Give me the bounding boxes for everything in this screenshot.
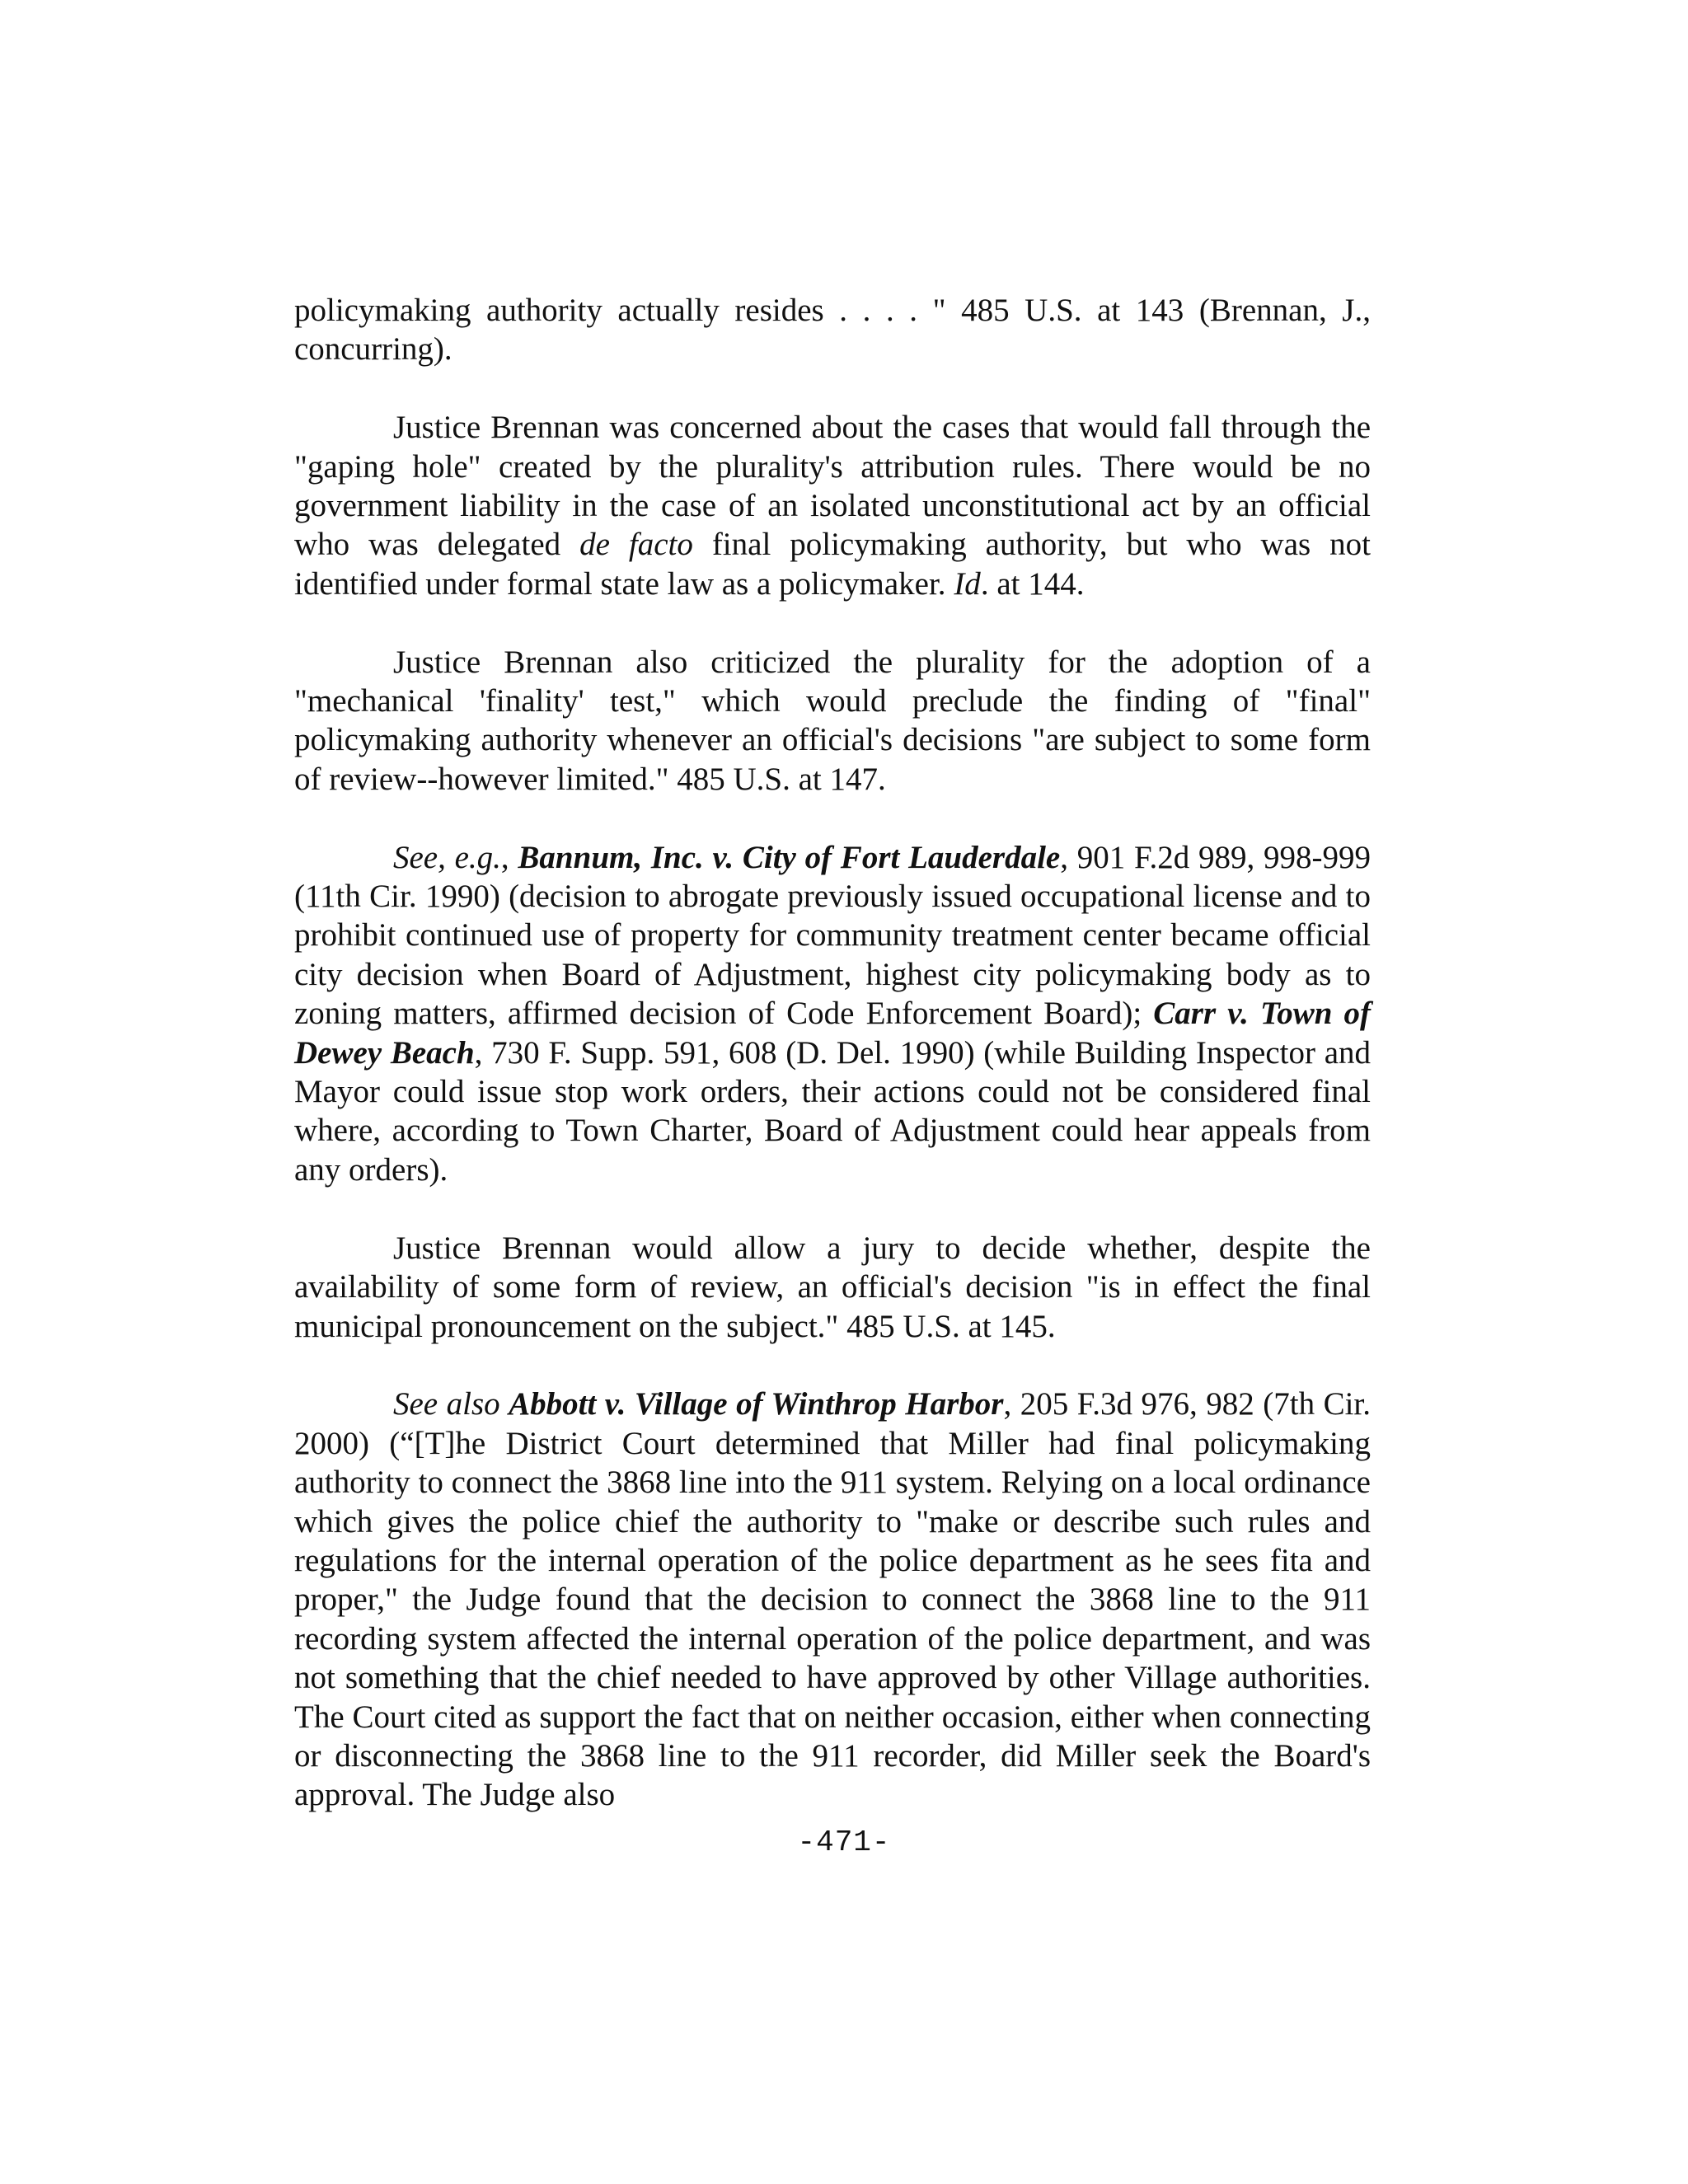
paragraph-4 [294, 838, 1371, 1190]
text-run: . at 144. [980, 565, 1085, 602]
italic-citation-signal: See, e.g. [393, 839, 501, 875]
case-name: Abbott v. Village of Winthrop Harbor [509, 1386, 1004, 1422]
text-run: Justice Brennan was concerned about the cases that would fall through the "gaping hole" created by the plurality's attribution rules. There would be no government liability in the case of an isolated unconstitutional act by an official who was delegated [294, 410, 1371, 563]
paragraph-6 [294, 1385, 1371, 1814]
italic-term: de facto [579, 527, 693, 563]
paragraph-2 [294, 408, 1371, 603]
italic-citation-signal: See also [393, 1386, 509, 1422]
paragraph-3 [294, 643, 1371, 799]
paragraph-1 [294, 291, 1371, 369]
text-run: final policymaking authority, but who was not identified under formal state law as a policymaker. [294, 527, 1371, 602]
page-body [294, 291, 1371, 1854]
text-run: , 730 F. Supp. 591, 608 (D. Del. 1990) (while Building Inspector and Mayor could issue stop work orders, their actions could not be considered final where, according to Town Charter, Board of Adjustment could hear appeals from any orders). [294, 1034, 1371, 1188]
text-run: Justice Brennan also criticized the plurality for the adoption of a "mechanical 'finality' test," which would preclude the finding of "final" policymaking authority whenever an official's decisions "are subject to some form of review--however limited." 485 U.S. at 147. [294, 644, 1371, 797]
italic-citation-signal: Id [954, 565, 981, 602]
text-run: , 901 F.2d 989, 998-999 (11th Cir. 1990) (decision to abrogate previously issued occupational license and to prohibit continued use of property for community treatment center became official city decision when Board of Adjustment, highest city policymaking body as to zoning matters, affirmed decision of Code Enforcement Board); [294, 839, 1371, 1032]
text-run: , [500, 839, 518, 875]
text-run: , 205 F.3d 976, 982 (7th Cir. 2000) (“[T]he District Court determined that Miller had final policymaking authority to connect the 3868 line into the 911 system. Relying on a local ordinance which gives the police chief the authority to "make or describe such rules and regulations for the internal operation of the police department as he sees fita and proper," the Judge found that the decision to connect the 3868 line to the 911 recording system affected the internal operation of the police department, and was not something that the chief needed to have approved by other Village authorities. The Court cited as support the fact that on neither occasion, either when connecting or disconnecting the 3868 line to the 911 recorder, did Miller seek the Board's approval. The Judge also [294, 1386, 1371, 1813]
case-name: Bannum, Inc. v. City of Fort Lauderdale [518, 839, 1061, 875]
case-name: Carr v. Town of Dewey Beach [294, 996, 1371, 1071]
page-number: -471- [797, 1825, 891, 1859]
text-run: policymaking authority actually resides . . . . " 485 U.S. at 143 (Brennan, J., concurring). [294, 293, 1371, 368]
paragraph-5 [294, 1229, 1371, 1346]
text-run: Justice Brennan would allow a jury to decide whether, despite the availability of some form of review, an official's decision "is in effect the final municipal pronouncement on the subject." 485 U.S. at 145. [294, 1230, 1371, 1344]
